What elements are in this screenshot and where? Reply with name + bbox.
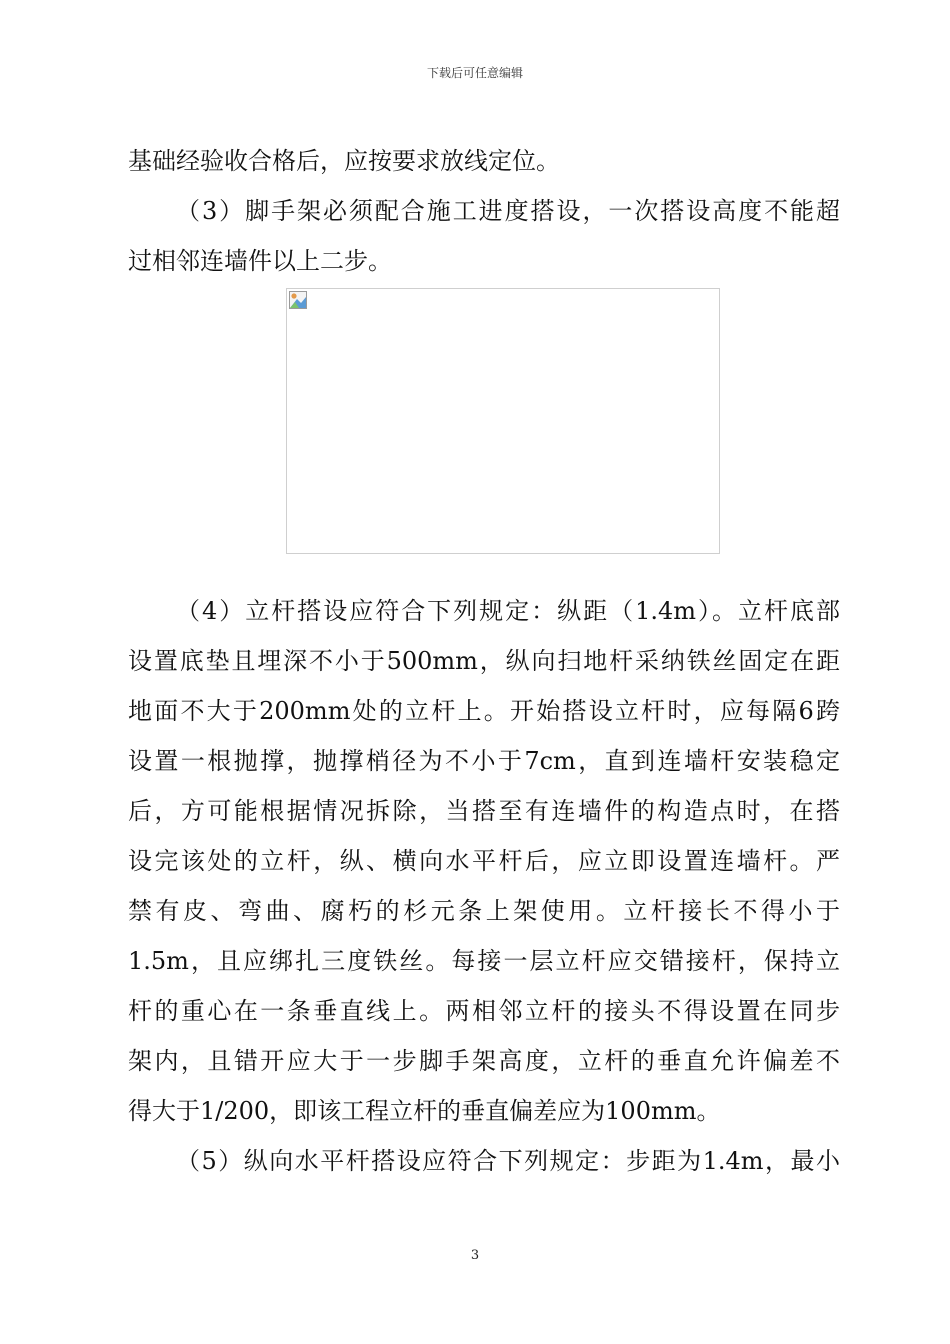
text-line: 设完该处的立杆，纵、横向水平杆后，应立即设置连墙杆。严 <box>128 847 840 875</box>
text-line: （4）立杆搭设应符合下列规定：纵距（1.4m）。立杆底部 <box>176 597 840 625</box>
text-line: 杆的重心在一条垂直线上。两相邻立杆的接头不得设置在同步 <box>128 997 840 1025</box>
page-header: 下载后可任意编辑 <box>426 66 523 80</box>
text-line: 设置一根抛撑，抛撑梢径为不小于7cm，直到连墙杆安装稳定 <box>128 747 840 775</box>
page-number: 3 <box>470 1248 480 1263</box>
text-line: 过相邻连墙件以上二步。 <box>128 247 392 275</box>
text-line: 禁有皮、弯曲、腐朽的杉元条上架使用。立杆接长不得小于 <box>128 897 840 925</box>
text-line: 1.5m，且应绑扎三度铁丝。每接一层立杆应交错接杆，保持立 <box>128 947 840 975</box>
text-line: 架内，且错开应大于一步脚手架高度，立杆的垂直允许偏差不 <box>128 1047 840 1075</box>
text-line: 基础经验收合格后，应按要求放线定位。 <box>128 147 560 175</box>
text-line: 地面不大于200mm处的立杆上。开始搭设立杆时，应每隔6跨 <box>128 697 840 725</box>
document-body <box>128 136 840 1186</box>
paragraph-2 <box>128 186 840 286</box>
text-line: （3）脚手架必须配合施工进度搭设，一次搭设高度不能超 <box>176 197 840 225</box>
broken-image-icon <box>289 291 307 309</box>
text-line: （5）纵向水平杆搭设应符合下列规定：步距为1.4m，最小 <box>176 1147 840 1175</box>
text-line: 设置底垫且埋深不小于500mm，纵向扫地杆采纳铁丝固定在距 <box>128 647 840 675</box>
text-line: 后，方可能根据情况拆除，当搭至有连墙件的构造点时，在搭 <box>128 797 840 825</box>
paragraph-1 <box>128 136 840 186</box>
text-line: 得大于1/200，即该工程立杆的垂直偏差应为100mm。 <box>128 1097 721 1125</box>
embedded-image-placeholder <box>286 288 720 554</box>
paragraph-3 <box>128 586 840 1136</box>
paragraph-4 <box>128 1136 840 1186</box>
